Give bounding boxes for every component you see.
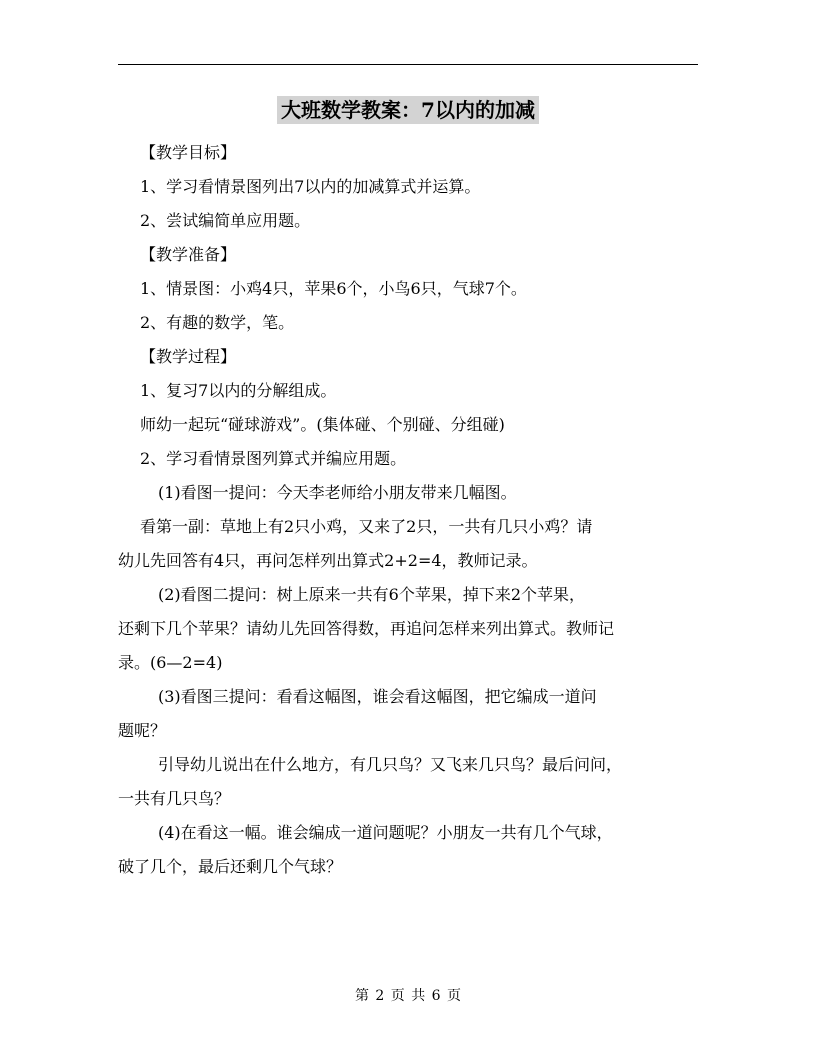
- paragraph: 录。(6—2=4): [118, 653, 223, 672]
- paragraph: 2、学习看情景图列算式并编应用题。: [140, 449, 407, 468]
- paragraph: 题呢？: [118, 721, 167, 740]
- paragraph: 2、尝试编简单应用题。: [140, 211, 311, 230]
- paragraph: (3)看图三提问：看看这幅图，谁会看这幅图，把它编成一道问: [158, 687, 597, 706]
- paragraph: (1)看图一提问：今天李老师给小朋友带来几幅图。: [158, 483, 517, 502]
- document-body: [118, 136, 698, 884]
- paragraph: 引导幼儿说出在什么地方，有几只鸟？又飞来几只鸟？最后问问，: [158, 755, 623, 774]
- paragraph: 1、复习7以内的分解组成。: [140, 381, 337, 400]
- paragraph: 1、学习看情景图列出7以内的加减算式并运算。: [140, 177, 481, 196]
- title-wrap: [0, 96, 816, 124]
- paragraph: 2、有趣的数学，笔。: [140, 313, 295, 332]
- paragraph: 师幼一起玩“碰球游戏”。(集体碰、个别碰、分组碰): [140, 415, 505, 434]
- paragraph: 一共有几只鸟？: [118, 789, 231, 808]
- paragraph: (4)在看这一幅。谁会编成一道问题呢？小朋友一共有几个气球，: [158, 823, 613, 842]
- paragraph: 1、情景图：小鸡4只，苹果6个，小鸟6只，气球7个。: [140, 279, 527, 298]
- page-footer: 第 2 页 共 6 页: [354, 988, 462, 1004]
- paragraph: 还剩下几个苹果？请幼儿先回答得数，再追问怎样来列出算式。教师记: [118, 619, 615, 638]
- section-heading: 【教学准备】: [140, 245, 237, 264]
- paragraph: 幼儿先回答有4只，再问怎样列出算式2+2=4，教师记录。: [118, 551, 538, 570]
- section-heading: 【教学目标】: [140, 143, 237, 162]
- paragraph: (2)看图二提问：树上原来一共有6个苹果，掉下来2个苹果，: [158, 585, 586, 604]
- header-rule: [118, 64, 698, 65]
- section-heading: 【教学过程】: [140, 347, 237, 366]
- paragraph: 破了几个，最后还剩几个气球？: [118, 857, 343, 876]
- document-title: 大班数学教案：7以内的加减: [277, 96, 539, 124]
- paragraph: 看第一副：草地上有2只小鸡，又来了2只，一共有几只小鸡？请: [140, 517, 593, 536]
